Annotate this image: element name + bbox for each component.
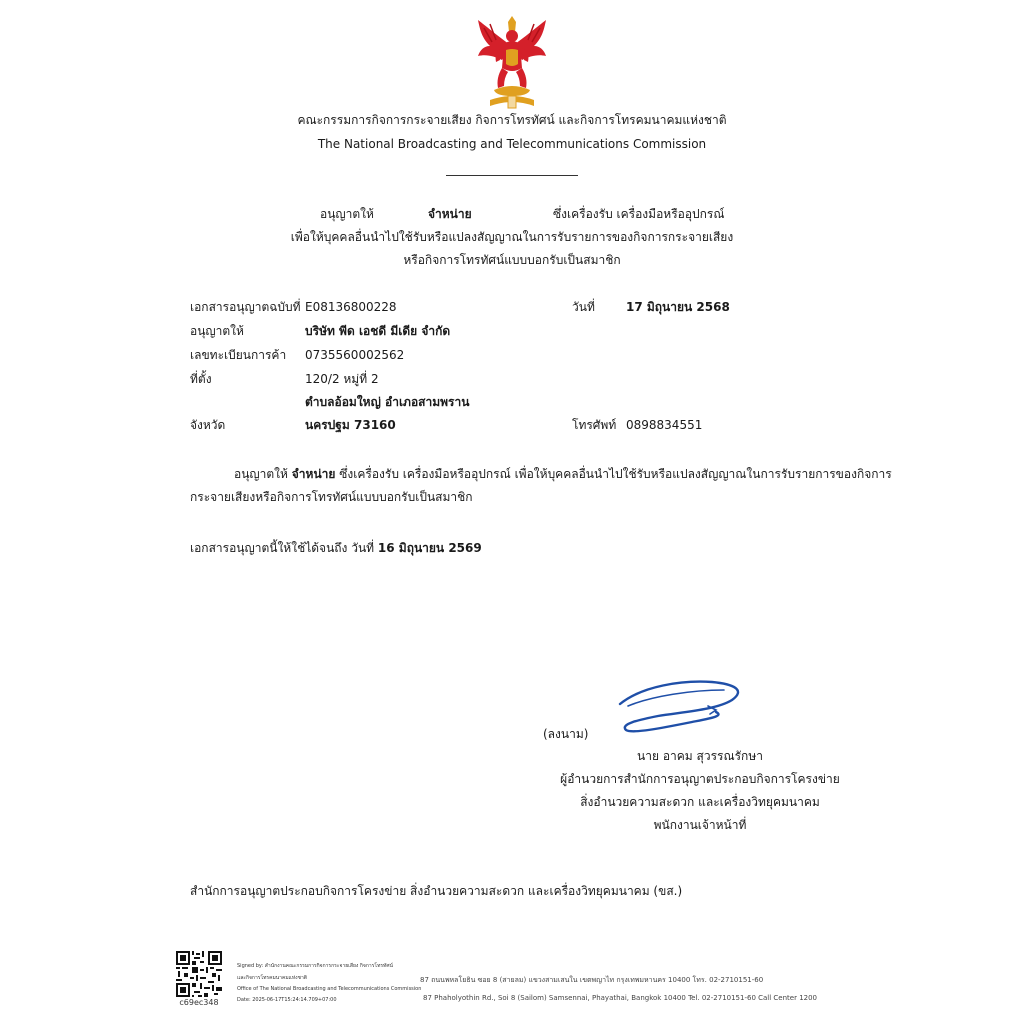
address-line-2: ตำบลอ้อมใหญ่ อำเภอสามพราน (305, 395, 470, 409)
province: นครปฐม 73160 (305, 418, 396, 432)
grantee-name: บริษัท พีด เอชดี มีเดีย จำกัด (305, 324, 451, 338)
intro-line-3: หรือกิจการโทรทัศน์แบบบอกรับเป็นสมาชิก (403, 253, 621, 267)
qr-code-id: c69ec348 (179, 998, 219, 1007)
signed-by-line-2: และกิจการโทรคมนาคมแห่งชาติ (237, 975, 308, 981)
intro-object: ซึ่งเครื่องรับ เครื่องมือหรืออุปกรณ์ (553, 207, 725, 221)
org-name-th: คณะกรรมการกิจการกระจายเสียง กิจการโทรทัศน์ และกิจการโทรคมนาคมแห่งชาติ (297, 113, 727, 127)
signatory-title-2: สิ่งอำนวยความสะดวก และเครื่องวิทยุคมนาคม (580, 795, 820, 809)
registration-label: เลขทะเบียนการค้า (190, 348, 287, 362)
signed-by-line-3: Office of The National Broadcasting and Telecommunications Commission (237, 986, 422, 992)
handwritten-signature (612, 676, 750, 734)
signatory-title-1: ผู้อำนวยการสำนักการอนุญาตประกอบกิจการโครงข่าย (560, 772, 840, 786)
footer-address-en: 87 Phaholyothin Rd., Soi 8 (Sailom) Samsennai, Phayathai, Bangkok 10400 Tel. 02-2710151-60 Call Center 1200 (423, 994, 818, 1002)
validity-date: 16 มิถุนายน 2569 (377, 541, 482, 555)
permission-text: ซึ่งเครื่องรับ เครื่องมือหรืออุปกรณ์ เพื่อให้บุคคลอื่นนำไปใช้รับหรือแปลงสัญญาณในการรับรายการของกิจการ (339, 467, 892, 481)
doc-number-label: เอกสารอนุญาตฉบับที่ (190, 300, 301, 314)
footer-address-th: 87 ถนนพหลโยธิน ซอย 8 (สายลม) แขวงสามเสนใน เขตพญาไท กรุงเทพมหานคร 10400 โทร. 02-2710151-60 (420, 976, 764, 984)
grantee-label: อนุญาตให้ (190, 324, 244, 338)
intro-permit-label: อนุญาตให้ (320, 207, 374, 221)
garuda-emblem-icon (472, 16, 552, 112)
issue-date: 17 มิถุนายน 2568 (626, 300, 730, 314)
date-label: วันที่ (572, 300, 595, 314)
doc-number: E08136800228 (305, 300, 397, 314)
permission-activity: จำหน่าย (291, 467, 336, 481)
phone-number: 0898834551 (626, 418, 703, 432)
issuing-office: สำนักการอนุญาตประกอบกิจการโครงข่าย สิ่งอำนวยความสะดวก และเครื่องวิทยุคมนาคม (ขส.) (190, 884, 683, 898)
permission-lead: อนุญาตให้ (234, 467, 288, 481)
phone-label: โทรศัพท์ (572, 418, 617, 432)
registration-number: 0735560002562 (305, 348, 405, 362)
address-line-1: 120/2 หมู่ที่ 2 (305, 372, 379, 386)
sign-label: (ลงนาม) (543, 727, 589, 741)
signatory-name: นาย อาคม สุวรรณรักษา (637, 749, 763, 763)
qr-code-icon (176, 951, 222, 997)
intro-line-2: เพื่อให้บุคคลอื่นนำไปใช้รับหรือแปลงสัญญาณในการรับรายการของกิจการกระจายเสียง (290, 230, 734, 244)
org-name-en: The National Broadcasting and Telecommunications Commission (317, 137, 707, 151)
validity-text: เอกสารอนุญาตนี้ให้ใช้ได้จนถึง วันที่ (190, 541, 375, 555)
intro-activity: จำหน่าย (428, 207, 472, 221)
province-label: จังหวัด (190, 418, 226, 432)
permission-paragraph-line-2: กระจายเสียงหรือกิจการโทรทัศน์แบบบอกรับเป็นสมาชิก (190, 490, 473, 504)
header-divider (446, 175, 578, 176)
signatory-title-3: พนักงานเจ้าหน้าที่ (653, 818, 747, 832)
address-label: ที่ตั้ง (190, 372, 212, 386)
validity-statement (190, 540, 482, 556)
signed-date: Date: 2025-06-17T15:24:14.709+07:00 (237, 997, 337, 1003)
signed-by-line-1: Signed by: สำนักงานคณะกรรมการกิจการกระจายเสียง กิจการโทรทัศน์ (237, 963, 393, 969)
permission-paragraph-line-1 (234, 466, 892, 482)
